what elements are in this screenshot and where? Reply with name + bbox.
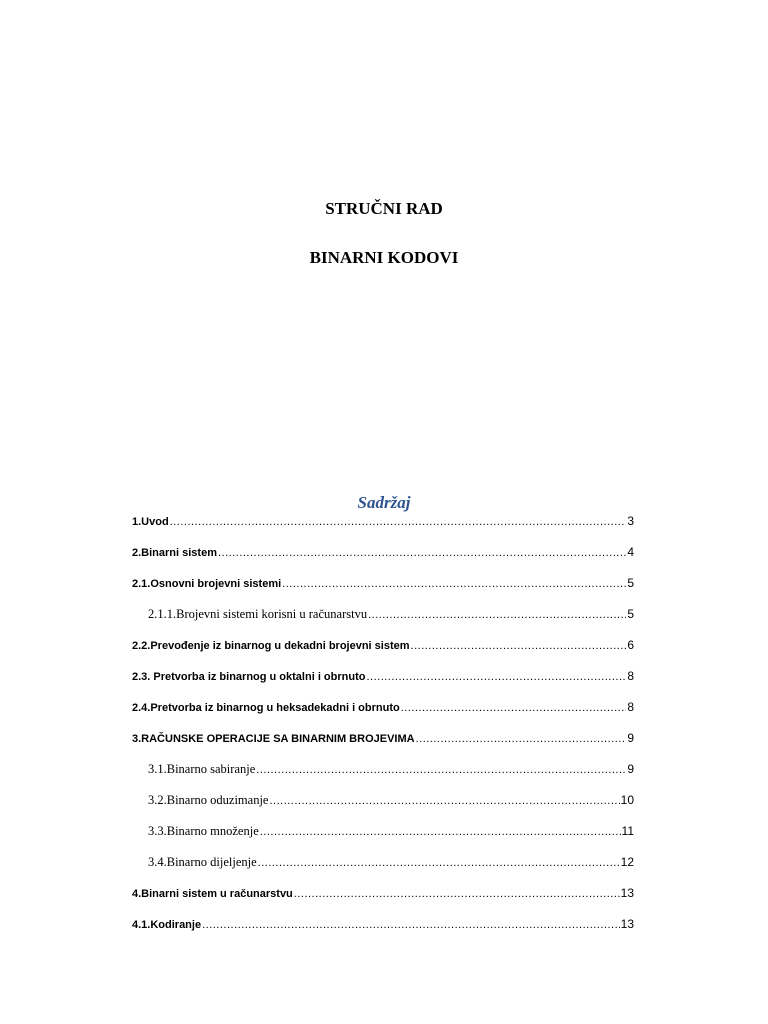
toc-dot-leader <box>258 852 620 875</box>
toc-entry-label: 2.2.Prevođenje iz binarnog u dekadni brojevni sistem <box>132 640 410 652</box>
toc-entry[interactable] <box>132 510 634 541</box>
table-of-contents <box>132 510 634 944</box>
toc-dot-leader <box>170 511 627 534</box>
toc-entry-page: 4 <box>627 545 634 559</box>
toc-entry-page: 12 <box>620 855 634 869</box>
toc-entry[interactable] <box>132 789 634 820</box>
toc-entry-label: 4.Binarni sistem u računarstvu <box>132 888 293 900</box>
toc-dot-leader <box>294 883 620 906</box>
toc-entry-page: 13 <box>620 917 634 931</box>
toc-entry-page: 10 <box>620 793 634 807</box>
toc-entry-label: 1.Uvod <box>132 516 169 528</box>
toc-entry[interactable] <box>132 541 634 572</box>
toc-entry[interactable] <box>132 851 634 882</box>
toc-entry-label: 2.1.Osnovni brojevni sistemi <box>132 578 282 590</box>
document-title: STRUČNI RAD <box>325 199 443 218</box>
toc-entry[interactable] <box>132 634 634 665</box>
toc-entry[interactable] <box>132 882 634 913</box>
toc-dot-leader <box>218 542 626 565</box>
toc-entry[interactable] <box>132 727 634 758</box>
toc-dot-leader <box>368 604 626 627</box>
toc-entry-label: 3.4.Binarno dijeljenje <box>148 855 257 869</box>
toc-dot-leader <box>256 759 626 782</box>
document-subtitle: BINARNI KODOVI <box>309 248 459 267</box>
toc-dot-leader <box>282 573 626 596</box>
toc-dot-leader <box>260 821 621 844</box>
toc-entry-label: 2.3. Pretvorba iz binarnog u oktalni i obrnuto <box>132 671 366 683</box>
toc-entry-page: 9 <box>627 762 634 776</box>
toc-entry-page: 5 <box>627 576 634 590</box>
toc-entry-page: 3 <box>627 514 634 528</box>
toc-entry-label: 3.RAČUNSKE OPERACIJE SA BINARNIM BROJEVIMA <box>132 733 415 745</box>
toc-dot-leader <box>202 914 620 937</box>
toc-entry-label: 2.1.1.Brojevni sistemi korisni u računarstvu <box>148 607 368 621</box>
toc-entry-page: 8 <box>627 700 634 714</box>
toc-dot-leader <box>269 790 619 813</box>
toc-entry-page: 13 <box>620 886 634 900</box>
toc-entry-page: 11 <box>621 824 634 838</box>
toc-dot-leader <box>411 635 627 658</box>
toc-entry[interactable] <box>132 758 634 789</box>
toc-entry[interactable] <box>132 696 634 727</box>
toc-heading: Sadržaj <box>357 493 411 512</box>
toc-entry-page: 5 <box>627 607 634 621</box>
toc-dot-leader <box>401 697 627 720</box>
toc-entry[interactable] <box>132 913 634 944</box>
toc-entry-page: 6 <box>627 638 634 652</box>
toc-entry-label: 3.2.Binarno oduzimanje <box>148 793 269 807</box>
toc-entry[interactable] <box>132 665 634 696</box>
toc-entry[interactable] <box>132 603 634 634</box>
toc-entry[interactable] <box>132 572 634 603</box>
toc-entry-label: 3.3.Binarno množenje <box>148 824 259 838</box>
toc-entry-page: 9 <box>627 731 634 745</box>
toc-entry-page: 8 <box>627 669 634 683</box>
toc-entry-label: 2.4.Pretvorba iz binarnog u heksadekadni i obrnuto <box>132 702 400 714</box>
toc-entry-label: 3.1.Binarno sabiranje <box>148 762 256 776</box>
toc-dot-leader <box>366 666 626 689</box>
toc-entry[interactable] <box>132 820 634 851</box>
toc-dot-leader <box>416 728 627 751</box>
toc-entry-label: 2.Binarni sistem <box>132 547 217 559</box>
toc-entry-label: 4.1.Kodiranje <box>132 919 202 931</box>
